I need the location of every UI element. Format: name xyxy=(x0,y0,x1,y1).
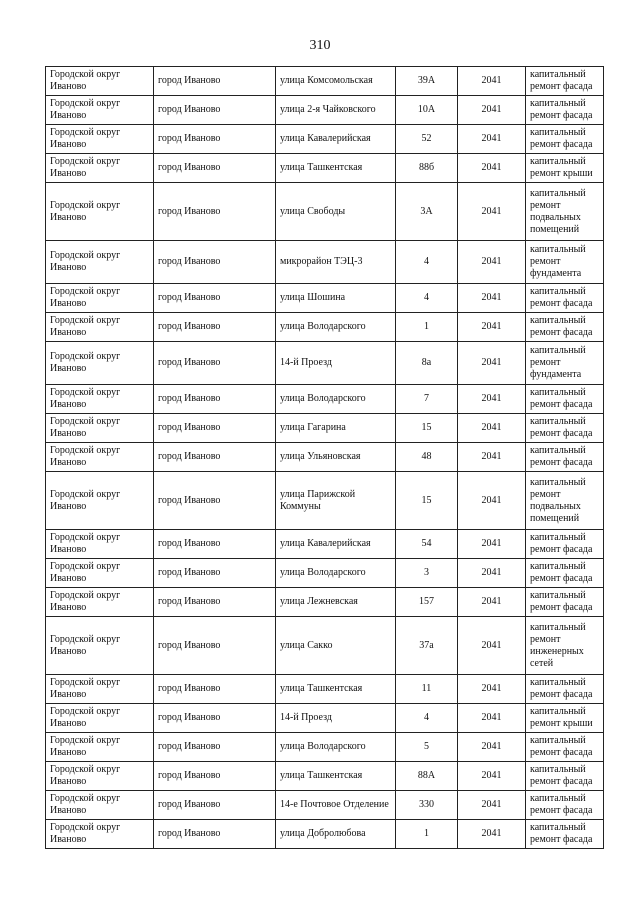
city-cell: город Иваново xyxy=(154,704,276,733)
district-cell: Городской округ Иваново xyxy=(46,385,154,414)
street-cell: улица Володарского xyxy=(276,385,396,414)
city-cell: город Иваново xyxy=(154,241,276,284)
work-type-cell: капитальный ремонт фасада xyxy=(526,414,604,443)
year-cell: 2041 xyxy=(458,385,526,414)
city-cell: город Иваново xyxy=(154,675,276,704)
year-cell: 2041 xyxy=(458,791,526,820)
year-cell: 2041 xyxy=(458,443,526,472)
year-cell: 2041 xyxy=(458,588,526,617)
table-row xyxy=(46,617,604,675)
work-type-cell: капитальный ремонт фасада xyxy=(526,675,604,704)
city-cell: город Иваново xyxy=(154,762,276,791)
year-cell: 2041 xyxy=(458,414,526,443)
city-cell: город Иваново xyxy=(154,342,276,385)
street-cell: улица Ульяновская xyxy=(276,443,396,472)
house-number-cell: 15 xyxy=(396,414,458,443)
work-type-cell: капитальный ремонт фасада xyxy=(526,313,604,342)
work-type-cell: капитальный ремонт фасада xyxy=(526,559,604,588)
house-number-cell: 15 xyxy=(396,472,458,530)
work-type-cell: капитальный ремонт фасада xyxy=(526,96,604,125)
table-row xyxy=(46,820,604,849)
street-cell: улица Гагарина xyxy=(276,414,396,443)
table-row xyxy=(46,733,604,762)
year-cell: 2041 xyxy=(458,342,526,385)
work-type-cell: капитальный ремонт фасада xyxy=(526,125,604,154)
street-cell: улица Кавалерийская xyxy=(276,125,396,154)
house-number-cell: 4 xyxy=(396,241,458,284)
house-number-cell: 52 xyxy=(396,125,458,154)
district-cell: Городской округ Иваново xyxy=(46,820,154,849)
year-cell: 2041 xyxy=(458,617,526,675)
year-cell: 2041 xyxy=(458,704,526,733)
city-cell: город Иваново xyxy=(154,791,276,820)
house-number-cell: 3А xyxy=(396,183,458,241)
year-cell: 2041 xyxy=(458,530,526,559)
district-cell: Городской округ Иваново xyxy=(46,183,154,241)
work-type-cell: капитальный ремонт крыши xyxy=(526,704,604,733)
table-row xyxy=(46,183,604,241)
house-number-cell: 157 xyxy=(396,588,458,617)
street-cell: улица Кавалерийская xyxy=(276,530,396,559)
work-type-cell: капитальный ремонт фасада xyxy=(526,820,604,849)
table-body xyxy=(46,67,604,849)
table-row xyxy=(46,284,604,313)
house-number-cell: 54 xyxy=(396,530,458,559)
city-cell: город Иваново xyxy=(154,154,276,183)
district-cell: Городской округ Иваново xyxy=(46,559,154,588)
district-cell: Городской округ Иваново xyxy=(46,414,154,443)
city-cell: город Иваново xyxy=(154,530,276,559)
work-type-cell: капитальный ремонт фасада xyxy=(526,284,604,313)
year-cell: 2041 xyxy=(458,183,526,241)
district-cell: Городской округ Иваново xyxy=(46,472,154,530)
table-row xyxy=(46,472,604,530)
district-cell: Городской округ Иваново xyxy=(46,241,154,284)
street-cell: 14-е Почтовое Отделение xyxy=(276,791,396,820)
district-cell: Городской округ Иваново xyxy=(46,125,154,154)
work-type-cell: капитальный ремонт фасада xyxy=(526,443,604,472)
work-type-cell: капитальный ремонт фасада xyxy=(526,67,604,96)
table-row xyxy=(46,704,604,733)
house-number-cell: 1 xyxy=(396,820,458,849)
district-cell: Городской округ Иваново xyxy=(46,617,154,675)
city-cell: город Иваново xyxy=(154,125,276,154)
street-cell: 14-й Проезд xyxy=(276,704,396,733)
table-row xyxy=(46,96,604,125)
house-number-cell: 5 xyxy=(396,733,458,762)
work-type-cell: капитальный ремонт подвальных помещений xyxy=(526,183,604,241)
house-number-cell: 4 xyxy=(396,704,458,733)
house-number-cell: 7 xyxy=(396,385,458,414)
page-number: 310 xyxy=(309,38,331,53)
district-cell: Городской округ Иваново xyxy=(46,675,154,704)
work-type-cell: капитальный ремонт фасада xyxy=(526,588,604,617)
house-number-cell: 48 xyxy=(396,443,458,472)
year-cell: 2041 xyxy=(458,559,526,588)
table-row xyxy=(46,588,604,617)
district-cell: Городской округ Иваново xyxy=(46,313,154,342)
work-type-cell: капитальный ремонт фундамента xyxy=(526,241,604,284)
street-cell: улица Добролюбова xyxy=(276,820,396,849)
district-cell: Городской округ Иваново xyxy=(46,762,154,791)
district-cell: Городской округ Иваново xyxy=(46,67,154,96)
district-cell: Городской округ Иваново xyxy=(46,530,154,559)
work-type-cell: капитальный ремонт крыши xyxy=(526,154,604,183)
work-type-cell: капитальный ремонт фундамента xyxy=(526,342,604,385)
city-cell: город Иваново xyxy=(154,472,276,530)
year-cell: 2041 xyxy=(458,284,526,313)
house-number-cell: 1 xyxy=(396,313,458,342)
street-cell: 14-й Проезд xyxy=(276,342,396,385)
city-cell: город Иваново xyxy=(154,588,276,617)
district-cell: Городской округ Иваново xyxy=(46,704,154,733)
street-cell: улица Лежневская xyxy=(276,588,396,617)
work-type-cell: капитальный ремонт подвальных помещений xyxy=(526,472,604,530)
table-row xyxy=(46,385,604,414)
district-cell: Городской округ Иваново xyxy=(46,443,154,472)
street-cell: улица Ташкентская xyxy=(276,762,396,791)
house-number-cell: 39А xyxy=(396,67,458,96)
table-row xyxy=(46,559,604,588)
house-number-cell: 88А xyxy=(396,762,458,791)
work-type-cell: капитальный ремонт фасада xyxy=(526,733,604,762)
street-cell: улица Ташкентская xyxy=(276,675,396,704)
house-number-cell: 4 xyxy=(396,284,458,313)
city-cell: город Иваново xyxy=(154,617,276,675)
street-cell: улица Шошина xyxy=(276,284,396,313)
table-row xyxy=(46,414,604,443)
work-type-cell: капитальный ремонт инженерных сетей xyxy=(526,617,604,675)
city-cell: город Иваново xyxy=(154,96,276,125)
house-number-cell: 37а xyxy=(396,617,458,675)
street-cell: улица 2-я Чайковского xyxy=(276,96,396,125)
repair-schedule-table xyxy=(45,66,604,849)
house-number-cell: 88б xyxy=(396,154,458,183)
district-cell: Городской округ Иваново xyxy=(46,588,154,617)
work-type-cell: капитальный ремонт фасада xyxy=(526,791,604,820)
district-cell: Городской округ Иваново xyxy=(46,733,154,762)
work-type-cell: капитальный ремонт фасада xyxy=(526,762,604,791)
table-row xyxy=(46,313,604,342)
table-row xyxy=(46,125,604,154)
year-cell: 2041 xyxy=(458,154,526,183)
year-cell: 2041 xyxy=(458,67,526,96)
year-cell: 2041 xyxy=(458,472,526,530)
year-cell: 2041 xyxy=(458,96,526,125)
year-cell: 2041 xyxy=(458,675,526,704)
city-cell: город Иваново xyxy=(154,443,276,472)
house-number-cell: 330 xyxy=(396,791,458,820)
work-type-cell: капитальный ремонт фасада xyxy=(526,385,604,414)
city-cell: город Иваново xyxy=(154,820,276,849)
year-cell: 2041 xyxy=(458,762,526,791)
house-number-cell: 8а xyxy=(396,342,458,385)
year-cell: 2041 xyxy=(458,125,526,154)
house-number-cell: 11 xyxy=(396,675,458,704)
street-cell: улица Ташкентская xyxy=(276,154,396,183)
table-row xyxy=(46,791,604,820)
city-cell: город Иваново xyxy=(154,67,276,96)
table-row xyxy=(46,67,604,96)
city-cell: город Иваново xyxy=(154,414,276,443)
house-number-cell: 10А xyxy=(396,96,458,125)
district-cell: Городской округ Иваново xyxy=(46,342,154,385)
year-cell: 2041 xyxy=(458,241,526,284)
city-cell: город Иваново xyxy=(154,385,276,414)
street-cell: улица Володарского xyxy=(276,559,396,588)
year-cell: 2041 xyxy=(458,313,526,342)
district-cell: Городской округ Иваново xyxy=(46,284,154,313)
city-cell: город Иваново xyxy=(154,733,276,762)
city-cell: город Иваново xyxy=(154,183,276,241)
table-row xyxy=(46,675,604,704)
street-cell: улица Комсомольская xyxy=(276,67,396,96)
street-cell: улица Сакко xyxy=(276,617,396,675)
table-row xyxy=(46,241,604,284)
district-cell: Городской округ Иваново xyxy=(46,96,154,125)
year-cell: 2041 xyxy=(458,820,526,849)
district-cell: Городской округ Иваново xyxy=(46,791,154,820)
table-row xyxy=(46,342,604,385)
table-row xyxy=(46,762,604,791)
work-type-cell: капитальный ремонт фасада xyxy=(526,530,604,559)
table-row xyxy=(46,530,604,559)
table-row xyxy=(46,154,604,183)
house-number-cell: 3 xyxy=(396,559,458,588)
district-cell: Городской округ Иваново xyxy=(46,154,154,183)
table-row xyxy=(46,443,604,472)
street-cell: улица Парижской Коммуны xyxy=(276,472,396,530)
street-cell: улица Володарского xyxy=(276,733,396,762)
city-cell: город Иваново xyxy=(154,313,276,342)
city-cell: город Иваново xyxy=(154,284,276,313)
street-cell: улица Свободы xyxy=(276,183,396,241)
street-cell: микрорайон ТЭЦ-3 xyxy=(276,241,396,284)
year-cell: 2041 xyxy=(458,733,526,762)
street-cell: улица Володарского xyxy=(276,313,396,342)
city-cell: город Иваново xyxy=(154,559,276,588)
